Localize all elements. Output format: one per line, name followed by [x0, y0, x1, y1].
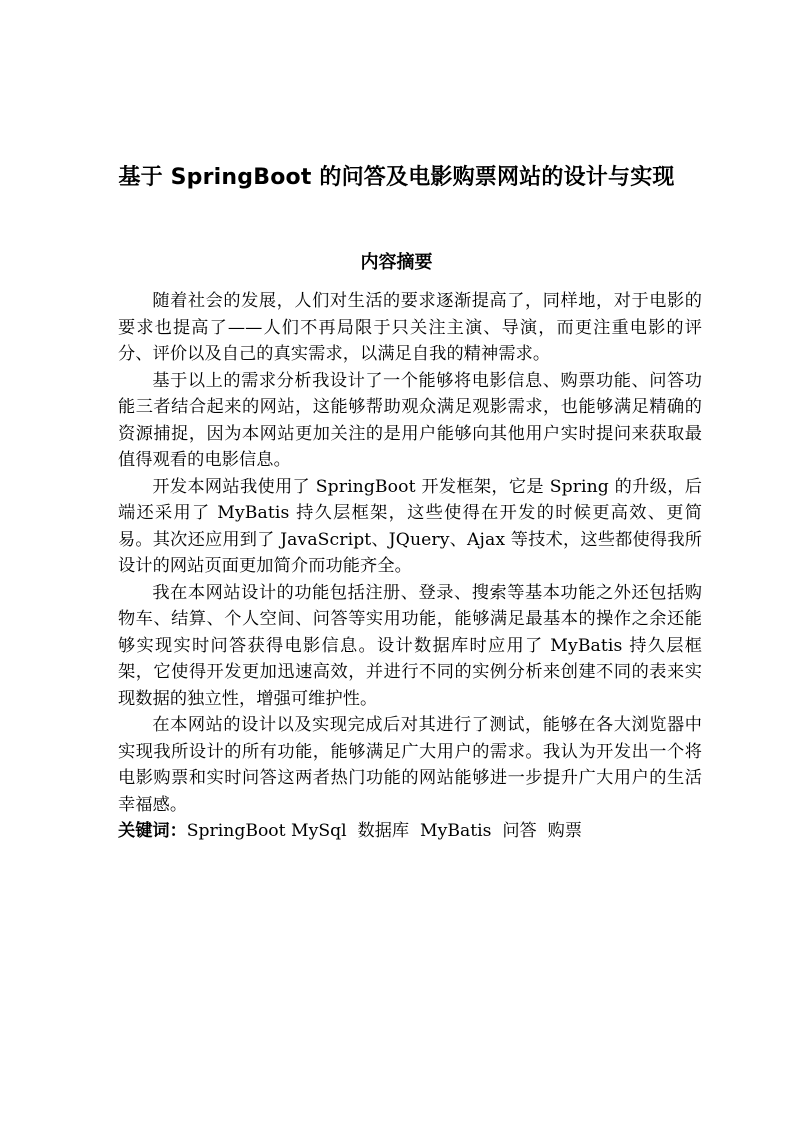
abstract-paragraph-1: 随着社会的发展，人们对生活的要求逐渐提高了，同样地，对于电影的要求也提高了——人们不再局限于只关注主演、导演，而更注重电影的评分、评价以及自己的真实需求，以满足自我的精神需求。	[118, 291, 702, 364]
abstract-paragraph-4: 我在本网站设计的功能包括注册、登录、搜索等基本功能之外还包括购物车、结算、个人空间、问答等实用功能，能够满足最基本的操作之余还能够实现实时问答获得电影信息。设计数据库时应用了 MyBatis 持久层框架，它使得开发更加迅速高效，并进行不同的实例分析来创建不同的表来实现数据的独立性，增强可维护性。	[118, 582, 702, 709]
abstract-paragraph-3: 开发本网站我使用了 SpringBoot 开发框架，它是 Spring 的升级，后端还采用了 MyBatis 持久层框架，这些使得在开发的时候更高效、更简易。其次还应用到了 JavaScript、JQuery、Ajax 等技术，这些都使得我所设计的网站页面更加简介而功能齐全。	[118, 476, 702, 576]
keywords-label: 关键词：	[118, 821, 187, 841]
abstract-paragraph-5: 在本网站的设计以及实现完成后对其进行了测试，能够在各大浏览器中实现我所设计的所有功能，能够满足广大用户的需求。我认为开发出一个将电影购票和实时问答这两者热门功能的网站能够进一步提升广大用户的生活幸福感。	[118, 715, 702, 815]
abstract-body	[118, 288, 702, 845]
keywords-line	[118, 818, 702, 845]
abstract-heading: 内容摘要	[360, 252, 433, 273]
keywords-value: SpringBoot MySql 数据库 MyBatis 问答 购票	[186, 821, 583, 841]
abstract-paragraph-2: 基于以上的需求分析我设计了一个能够将电影信息、购票功能、问答功能三者结合起来的网站，这能够帮助观众满足观影需求，也能够满足精确的资源捕捉，因为本网站更加关注的是用户能够向其他用户实时提问来获取最值得观看的电影信息。	[118, 370, 702, 470]
document-title: 基于 SpringBoot 的问答及电影购票网站的设计与实现	[118, 165, 675, 190]
